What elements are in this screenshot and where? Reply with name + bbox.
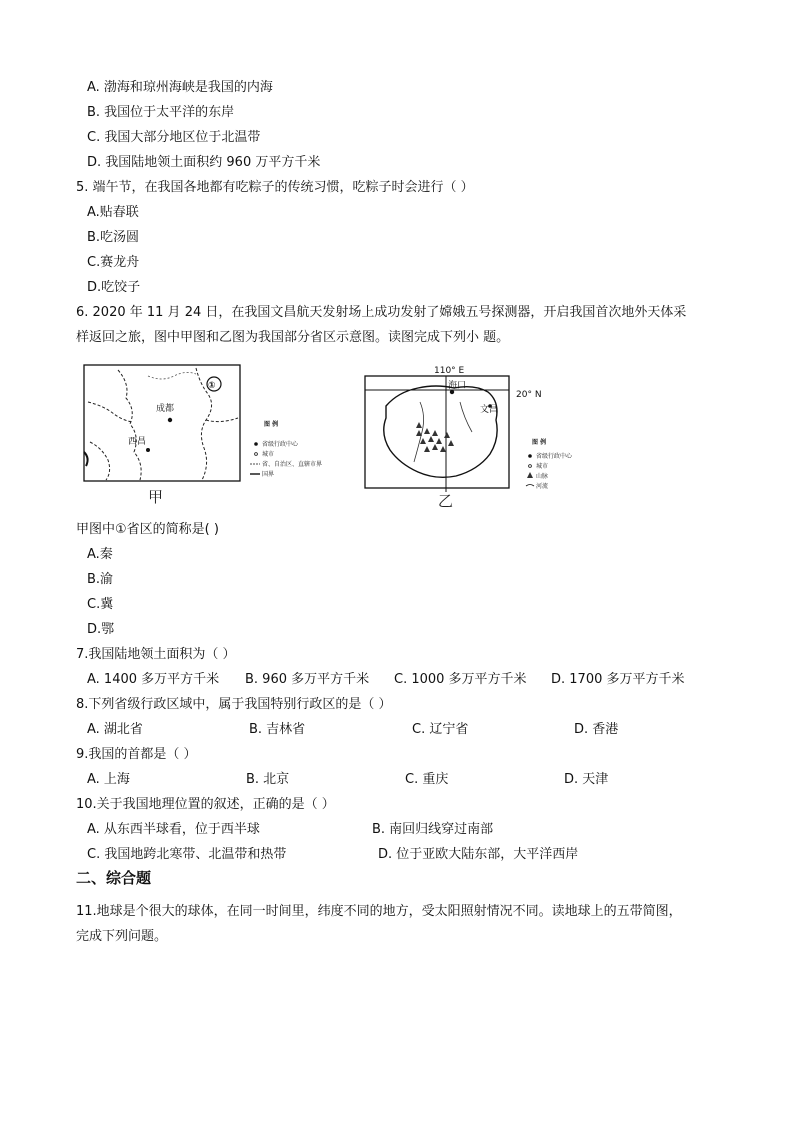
legend-yi-2: 山脉 [536,473,549,480]
haikou-label: 海口 [448,381,467,391]
legend-yi-0: 省级行政中心 [536,453,573,460]
q11-stem-line2: 完成下列问题。 [76,929,168,944]
q6-stem-line1: 6. 2020 年 11 月 24 日，在我国文昌航天发射场上成功发射了嫦娥五号探测器，开启我国首次地外天体采 [76,305,687,320]
chengdu-marker [168,418,172,422]
q9-option-c: C. 重庆 [405,772,449,787]
q6-option-d: D.鄂 [87,622,115,637]
q5-option-d: D.吃饺子 [87,280,141,295]
q9-option-b: B. 北京 [246,772,290,787]
q10-stem: 10.关于我国地理位置的叙述，正确的是（ ） [76,797,335,812]
q7-option-c: C. 1000 多万平方千米 [394,672,527,687]
legend-jia-0: 省级行政中心 [262,441,299,448]
map-yi [360,362,596,510]
q10-option-b: B. 南回归线穿过南部 [372,822,494,837]
xichang-label: 西昌 [128,437,147,447]
lon-label: 110° E [434,366,465,376]
chengdu-label: 成都 [156,404,175,414]
legend-jia-3: 国界 [262,471,275,478]
q8-option-d: D. 香港 [574,722,619,737]
xichang-marker [146,448,150,452]
q6-option-a: A.秦 [87,547,113,562]
q10-option-a: A. 从东西半球看，位于西半球 [87,822,260,837]
q9-option-a: A. 上海 [87,772,130,787]
legend-yi-1: 城市 [536,463,549,470]
map-jia-caption: 甲 [148,488,164,506]
q7-option-a: A. 1400 多万平方千米 [87,672,220,687]
legend-yi-3: 河流 [536,483,549,490]
q4-option-c: C. 我国大部分地区位于北温带 [87,130,261,145]
q8-option-b: B. 吉林省 [249,722,306,737]
legend-jia-2: 省、自治区、直辖市界 [262,461,323,468]
map-jia [78,362,340,510]
map-yi-caption: 乙 [438,492,454,510]
map-yi-legend [526,452,573,490]
q4-option-d: D. 我国陆地领土面积约 960 万平方千米 [87,155,321,170]
legend-jia-1: 城市 [262,451,275,458]
q8-stem: 8.下列省级行政区域中，属于我国特别行政区的是（ ） [76,697,392,712]
province-marker: ① [208,381,216,391]
q5-option-b: B.吃汤圆 [87,230,140,245]
q11-stem-line1: 11.地球是个很大的球体，在同一时间里，纬度不同的地方，受太阳照射情况不同。读地球上的五带简图， [76,904,682,919]
q8-option-c: C. 辽宁省 [412,722,469,737]
q5-option-a: A.贴春联 [87,205,139,220]
section-title: 二、综合题 [76,869,152,887]
q10-option-c: C. 我国地跨北寒带、北温带和热带 [87,847,287,862]
wenchang-label: 文昌 [480,405,499,415]
q6-stem-line2: 样返回之旅，图中甲图和乙图为我国部分省区示意图。读图完成下列小 题。 [76,330,510,345]
q7-stem: 7.我国陆地领土面积为（ ） [76,647,236,662]
q10-option-d: D. 位于亚欧大陆东部，大平洋西岸 [378,847,579,862]
q4-option-a: A. 渤海和琼州海峡是我国的内海 [87,80,273,95]
q7-option-d: D. 1700 多万平方千米 [551,672,685,687]
q6-option-b: B.渝 [87,572,114,587]
q5-option-c: C.赛龙舟 [87,255,140,270]
q6-subquestion: 甲图中①省区的简称是( ) [76,522,219,537]
q9-option-d: D. 天津 [564,772,609,787]
map-jia-legend [250,440,322,478]
q5-stem: 5. 端午节，在我国各地都有吃粽子的传统习惯，吃粽子时会进行（ ） [76,180,474,195]
q8-option-a: A. 湖北省 [87,722,143,737]
lat-label: 20° N [516,390,542,400]
q7-option-b: B. 960 多万平方千米 [245,672,370,687]
q4-option-b: B. 我国位于太平洋的东岸 [87,105,235,120]
map-jia-legend-title: 图 例 [264,421,279,428]
q6-option-c: C.冀 [87,597,114,612]
q9-stem: 9.我国的首都是（ ） [76,747,197,762]
map-yi-legend-title: 图 例 [532,439,547,446]
